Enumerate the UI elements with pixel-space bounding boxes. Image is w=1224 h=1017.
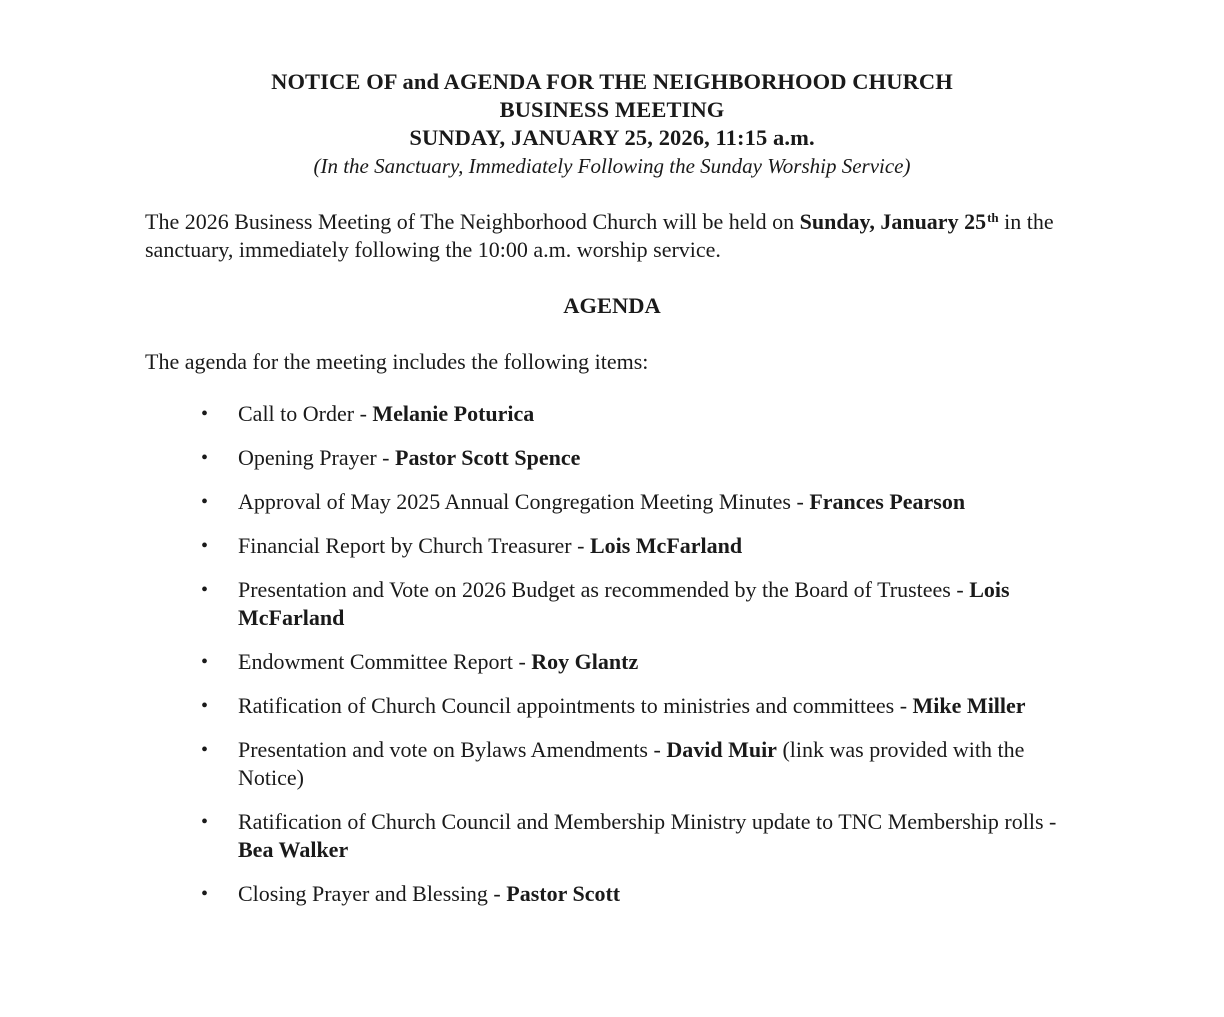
header-title-line-1: NOTICE OF and AGENDA FOR THE NEIGHBORHOOD CHURCH (271, 69, 953, 94)
document-header (145, 68, 1079, 180)
agenda-item (145, 444, 1074, 472)
agenda-item-note: (link was provided with the Notice) (238, 737, 1025, 790)
bullet-icon: • (201, 883, 209, 905)
intro-bold-date: Sunday, January 25 (799, 209, 987, 234)
agenda-item-presenter: Frances Pearson (809, 489, 966, 514)
intro-text-before: The 2026 Business Meeting of The Neighborhood Church will be held on (145, 209, 800, 234)
agenda-heading: AGENDA (563, 293, 661, 318)
intro-date-suffix: th (987, 210, 999, 225)
agenda-item-presenter: Pastor Scott (506, 881, 621, 906)
agenda-item-presenter: Lois McFarland (238, 577, 1010, 630)
agenda-item (145, 692, 1074, 720)
bullet-icon: • (201, 695, 209, 717)
document-page (145, 68, 1075, 924)
agenda-item (145, 488, 1074, 516)
bullet-icon: • (201, 447, 209, 469)
header-title-line-2: BUSINESS MEETING (499, 97, 725, 122)
agenda-item-presenter: Mike Miller (912, 693, 1026, 718)
bullet-icon: • (201, 811, 209, 833)
agenda-item (145, 880, 1074, 908)
bullet-icon: • (201, 535, 209, 557)
bullet-icon: • (201, 403, 209, 425)
intro-paragraph (145, 208, 1055, 264)
agenda-item-text: Call to Order - (238, 401, 373, 426)
agenda-item-text: Presentation and Vote on 2026 Budget as recommended by the Board of Trustees - (238, 577, 970, 602)
agenda-item-presenter: Lois McFarland (589, 533, 743, 558)
agenda-item (145, 736, 1074, 792)
bullet-icon: • (201, 739, 209, 761)
agenda-item (145, 648, 1074, 676)
agenda-intro: The agenda for the meeting includes the following items: (145, 349, 649, 374)
bullet-icon: • (201, 651, 209, 673)
agenda-item (145, 576, 1074, 632)
agenda-item-presenter: David Muir (666, 737, 777, 762)
agenda-item-text: Financial Report by Church Treasurer - (238, 533, 590, 558)
agenda-item-text: Presentation and vote on Bylaws Amendments - (238, 737, 667, 762)
agenda-item (145, 400, 1074, 428)
agenda-list (145, 400, 1075, 908)
agenda-item-presenter: Roy Glantz (531, 649, 639, 674)
agenda-item-text: Ratification of Church Council and Membership Ministry update to TNC Membership rolls - (238, 809, 1057, 834)
agenda-item-text: Ratification of Church Council appointments to ministries and committees - (238, 693, 913, 718)
agenda-item-text: Approval of May 2025 Annual Congregation Meeting Minutes - (238, 489, 810, 514)
agenda-item-text: Closing Prayer and Blessing - (238, 881, 507, 906)
agenda-item (145, 808, 1074, 864)
agenda-item-presenter: Bea Walker (238, 837, 349, 862)
agenda-item-text: Opening Prayer - (238, 445, 396, 470)
intro-text-after: in the sanctuary, immediately following the 10:00 a.m. worship service. (145, 209, 1054, 262)
bullet-icon: • (201, 491, 209, 513)
header-date-line: SUNDAY, JANUARY 25, 2026, 11:15 a.m. (409, 125, 815, 150)
agenda-item-presenter: Melanie Poturica (372, 401, 535, 426)
agenda-item (145, 532, 1074, 560)
agenda-item-presenter: Pastor Scott Spence (395, 445, 581, 470)
bullet-icon: • (201, 579, 209, 601)
agenda-item-text: Endowment Committee Report - (238, 649, 532, 674)
header-subtitle: (In the Sanctuary, Immediately Following the Sunday Worship Service) (313, 154, 911, 178)
